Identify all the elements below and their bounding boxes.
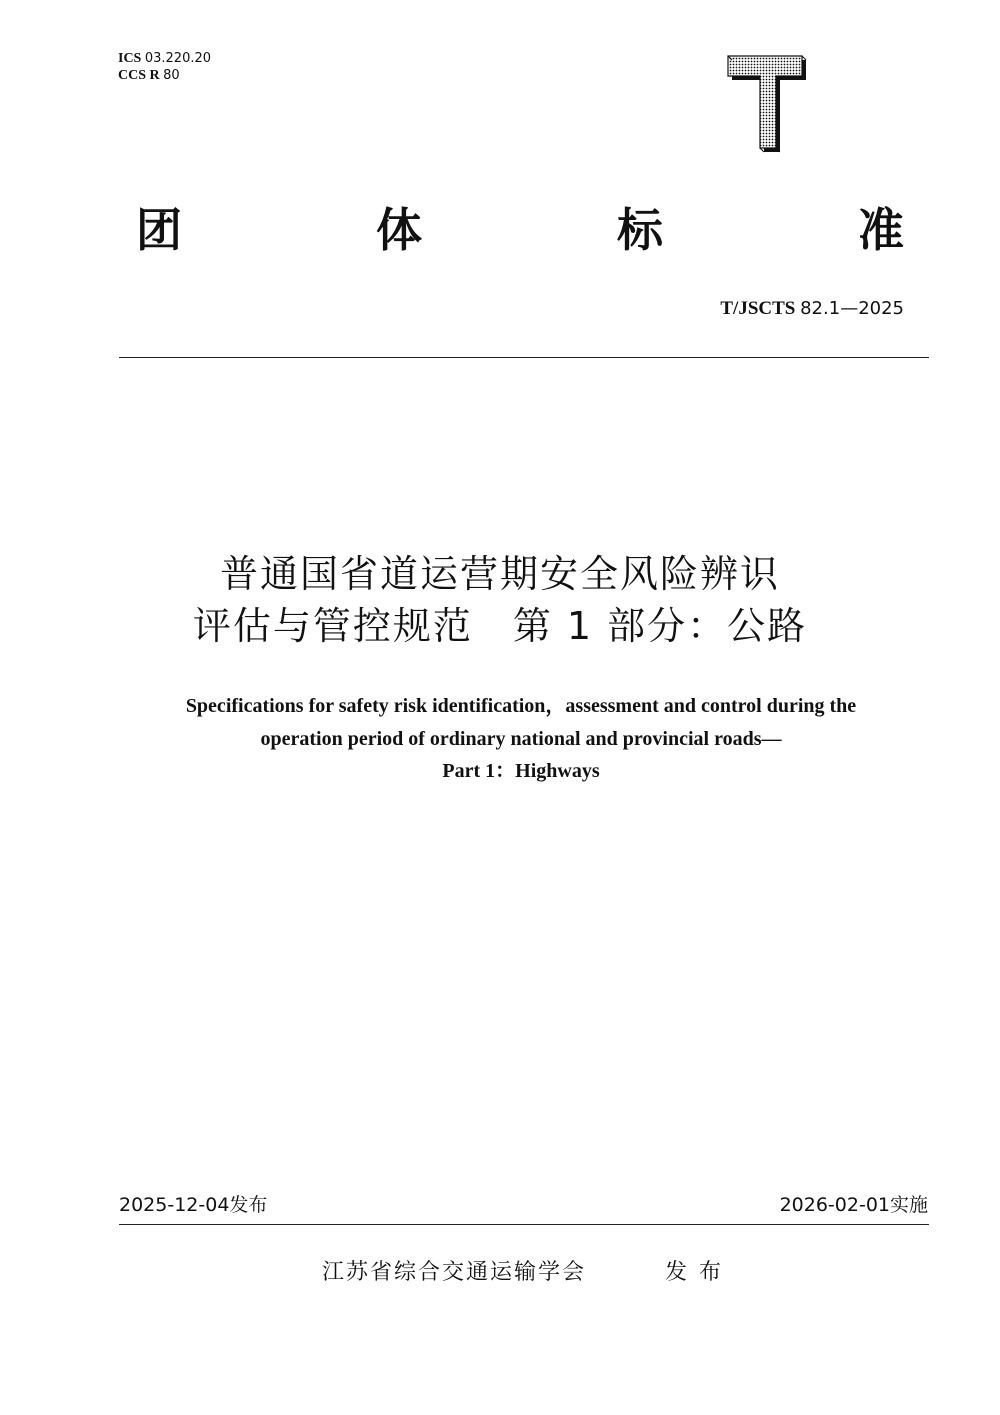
title-chinese-line-2: 评估与管控规范 第 1 部分：公路 [192,604,808,648]
issue-date: 2025-12-04发布 [119,1194,268,1216]
standard-number-prefix: T/JSCTS [720,298,796,319]
ics-label: ICS [118,51,142,66]
top-divider [119,357,929,358]
title-chinese-line-1: 普通国省道运营期安全风险辨识 [219,552,780,596]
title-chinese [0,548,1000,652]
standard-type-char-4: 准 [858,203,904,257]
title-english [0,690,1000,788]
publisher-name: 江苏省综合交通运输学会 [322,1260,587,1285]
ics-code [118,50,211,67]
standard-t-emblem-icon [720,54,810,156]
ccs-code [118,67,211,84]
standard-type-char-2: 体 [376,203,422,257]
title-english-line-3: Part 1：Highways [442,760,600,782]
ccs-label: CCS [118,68,147,83]
ccs-value: 80 [163,68,180,83]
implementation-date: 2026-02-01实施 [779,1194,928,1216]
standard-type-char-3: 标 [617,203,663,257]
standard-number-value: 82.1—2025 [800,298,904,319]
ics-value: 03.220.20 [144,51,212,66]
standard-type-char-1: 团 [136,203,182,257]
publisher-action: 发布 [665,1260,734,1285]
standard-number [720,298,904,320]
title-english-line-1: Specifications for safety risk identification，assessment and control during the [185,695,857,717]
standard-type-heading [0,200,1000,260]
title-english-line-2: operation period of ordinary national and provincial roads— [260,727,782,750]
classification-codes [118,50,211,84]
ccs-value-bold: R [149,68,160,83]
bottom-divider [119,1224,929,1225]
